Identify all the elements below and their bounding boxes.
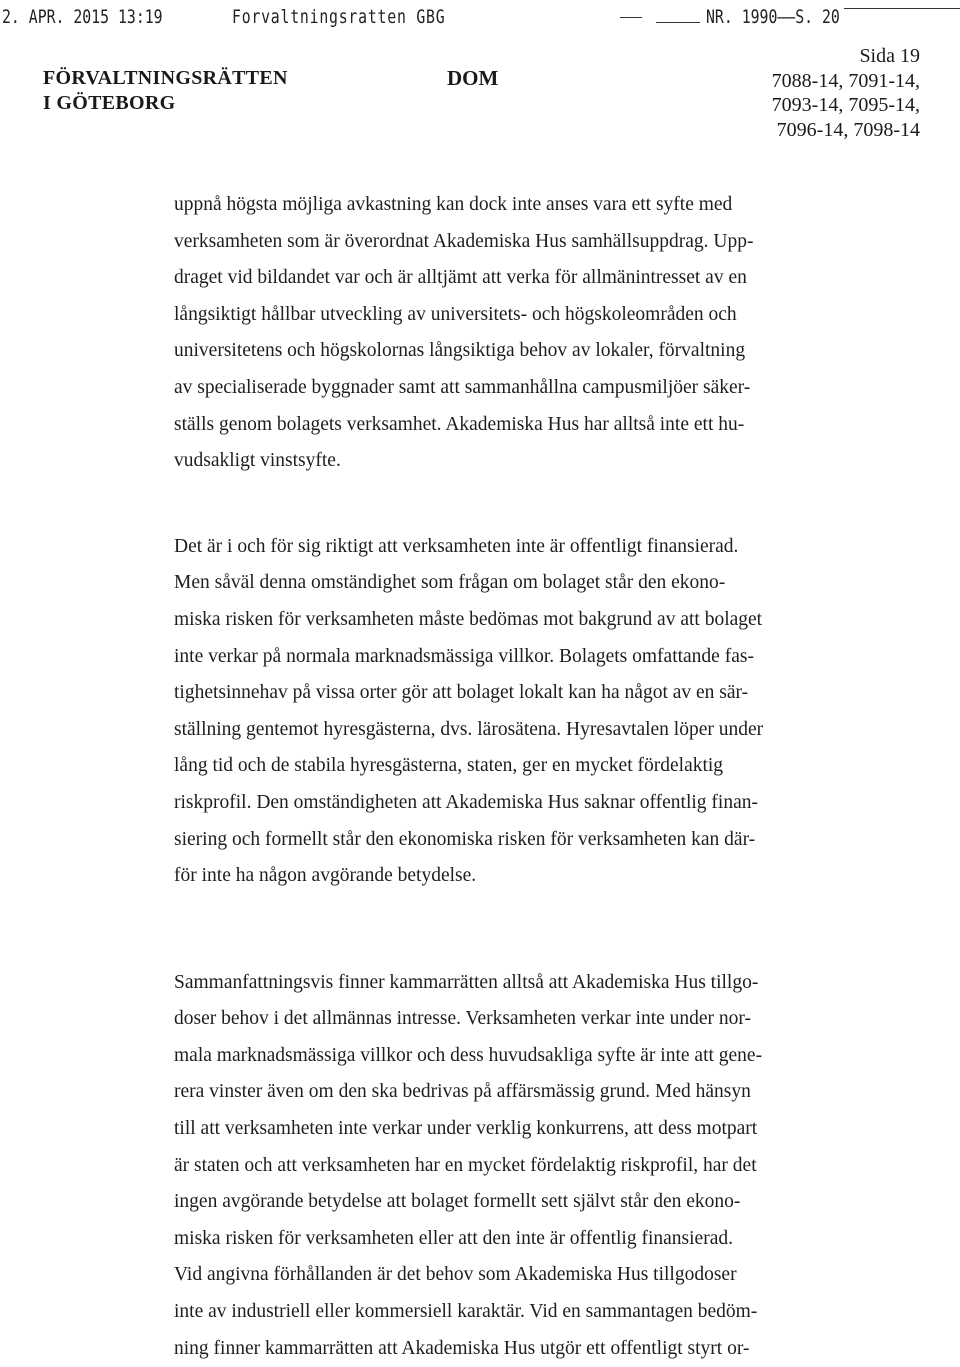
case-number-line: 7096-14, 7098-14 xyxy=(776,118,920,141)
paragraph xyxy=(174,187,814,480)
text-line: för inte ha någon avgörande betydelse. xyxy=(174,865,477,887)
paragraph xyxy=(174,965,814,1367)
fax-number: NR. 1990——S. 20 xyxy=(706,6,840,28)
text-line: Sammanfattningsvis finner kammarrätten alltså att Akademiska Hus tillgo- xyxy=(174,971,759,993)
text-line: siering och formellt står den ekonomiska risken för verksamheten kan där- xyxy=(174,828,756,850)
text-line: ingen avgörande betydelse att bolaget formellt sett självt står den ekono- xyxy=(174,1191,741,1213)
document-type: DOM xyxy=(447,66,499,90)
text-line: ning finner kammarrätten att Akademiska Hus utgör ett offentligt styrt or- xyxy=(174,1337,750,1359)
fax-rule xyxy=(656,22,700,23)
judgment-body xyxy=(174,187,814,1367)
case-number-line: 7088-14, 7091-14, xyxy=(771,69,920,92)
text-line: ställs genom bolagets verksamhet. Akademiska Hus har alltså inte ett hu- xyxy=(174,413,745,435)
fax-date-time: 2. APR. 2015 13:19 xyxy=(2,6,163,28)
case-number-line: 7093-14, 7095-14, xyxy=(771,94,920,116)
text-line: Det är i och för sig riktigt att verksamheten inte är offentligt finansierad. xyxy=(174,535,739,557)
text-line: uppnå högsta möjliga avkastning kan dock inte anses vara ett syfte med xyxy=(174,194,733,215)
text-line: till att verksamheten inte verkar under verklig konkurrens, att dess motpart xyxy=(174,1118,758,1140)
text-line: verksamheten som är överordnat Akademiska Hus samhällsuppdrag. Upp- xyxy=(174,230,754,252)
text-line: inte av industriell eller kommersiell karaktär. Vid en sammantagen bedöm- xyxy=(174,1301,758,1323)
text-line: är staten och att verksamheten har en mycket fördelaktig riskprofil, har det xyxy=(174,1154,757,1176)
court-name xyxy=(43,66,288,116)
text-line: Vid angivna förhållanden är det behov som Akademiska Hus tillgodoser xyxy=(174,1264,737,1286)
text-line: Men såväl denna omständighet som frågan om bolaget står den ekono- xyxy=(174,572,726,594)
text-line: universitetens och högskolornas långsiktiga behov av lokaler, förvaltning xyxy=(174,340,746,362)
court-name-line: I GÖTEBORG xyxy=(43,92,176,114)
text-line: av specialiserade byggnader samt att sammanhållna campusmiljöer säker- xyxy=(174,376,751,398)
text-line: vudsakligt vinstsyfte. xyxy=(174,450,341,472)
text-line: miska risken för verksamheten måste bedömas mot bakgrund av att bolaget xyxy=(174,608,763,630)
paragraph xyxy=(174,529,814,895)
text-line: draget vid bildandet var och är alltjämt att verka för allmänintresset av en xyxy=(174,267,747,289)
text-line: tighetsinnehav på vissa orter gör att bolaget lokalt kan ha något av en sär- xyxy=(174,682,749,704)
text-line: lång tid och de stabila hyresgästerna, staten, ger en mycket fördelaktig xyxy=(174,755,724,777)
text-line: riskprofil. Den omständigheten att Akademiska Hus saknar offentlig finan- xyxy=(174,791,758,813)
text-line: långsiktigt hållbar utveckling av universitets- och högskoleområden och xyxy=(174,303,737,325)
text-line: mala marknadsmässiga villkor och dess huvudsakliga syfte är inte att gene- xyxy=(174,1044,763,1066)
page-label: Sida 19 xyxy=(859,45,920,67)
text-line: inte verkar på normala marknadsmässiga villkor. Bolagets omfattande fas- xyxy=(174,645,754,667)
fax-header xyxy=(0,0,960,40)
text-line: ställning gentemot hyresgästerna, dvs. lärosätena. Hyresavtalen löper under xyxy=(174,718,764,740)
fax-rule xyxy=(844,8,960,9)
text-line: rera vinster även om den ska bedrivas på affärsmässig grund. Med hänsyn xyxy=(174,1081,751,1103)
fax-rule xyxy=(620,17,642,18)
text-line: doser behov i det allmännas intresse. Verksamheten verkar inte under nor- xyxy=(174,1008,752,1030)
fax-sender: Forvaltningsratten GBG xyxy=(232,6,446,28)
court-name-line: FÖRVALTNINGSRÄTTEN xyxy=(43,67,288,89)
case-info xyxy=(772,44,920,142)
text-line: miska risken för verksamheten eller att den inte är offentlig finansierad. xyxy=(174,1227,733,1249)
